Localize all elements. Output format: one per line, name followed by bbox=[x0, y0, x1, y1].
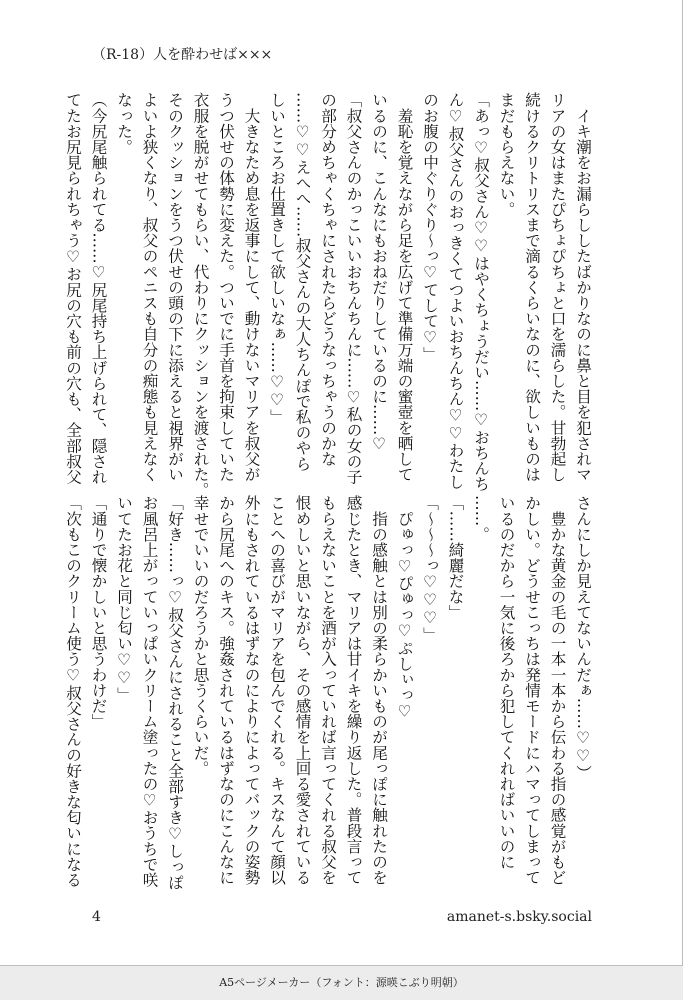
text-line: 恨めしいと思いながら、その感情を上回る愛されている bbox=[293, 495, 312, 885]
text-line: 「好き……っ♡叔父さんにされること全部すき♡しっぽ bbox=[166, 495, 184, 890]
text-line: ぴゅっ♡ぴゅっ♡ぷしぃっ♡ bbox=[395, 495, 414, 721]
text-line: 衣服を脱がせてもらい、代わりにクッションを渡された。 bbox=[191, 92, 210, 498]
text-line: なった。 bbox=[115, 92, 133, 155]
text-line: てたお尻見られちゃう♡お尻の穴も前の穴も、全部叔父 bbox=[64, 92, 82, 485]
text-line: 「叔父さんのかっこいいおちんちんに……♡私の女の子 bbox=[344, 92, 363, 485]
text-line: まだもらえない。 bbox=[497, 92, 516, 217]
text-line: から尻尾へのキス。強姦されているはずなのにこんなに bbox=[217, 495, 235, 885]
text-line: 「通りで懐かしいと思うわけだ」 bbox=[89, 495, 108, 729]
page-number: 4 bbox=[92, 909, 101, 925]
text-line: ことへの喜びがマリアを包んでくれる。キスなんて顔以 bbox=[268, 495, 286, 885]
text-line: 大きなため息を返事にして、動けないマリアを叔父が bbox=[242, 92, 261, 482]
text-line: ん♡叔父さんのおっきくてつよいおちんちん♡♡わたし bbox=[446, 92, 465, 490]
running-title: （R-18）人を酔わせば××× bbox=[92, 47, 273, 63]
text-line: いるのに、こんなにもおねだりしているのに……♡ bbox=[370, 92, 388, 454]
text-line: 続けるクリトリスまで滴るくらいなのに、欲しいものは bbox=[523, 92, 541, 482]
author-handle: amanet-s.bsky.social bbox=[446, 909, 592, 925]
text-line: そのクッションをうつ伏せの頭の下に添えると視界がい bbox=[166, 92, 184, 482]
text-line: もらえないことを酒が入っていれば言ってくれる叔父を bbox=[319, 495, 337, 885]
text-line: （今尻尾触られてる……♡尻尾持ち上げられて、隠され bbox=[89, 92, 108, 485]
text-line: 外にもされているはずなのによりによってバックの姿勢 bbox=[242, 495, 261, 885]
text-line: 幸せでいいのだろうかと思うくらいだ。 bbox=[191, 495, 210, 776]
text-line: しいところお仕置きして欲しいなぁ……♡♡」 bbox=[268, 92, 286, 425]
text-line: さんにしか見えてないんだぁ……♡♡） bbox=[574, 495, 592, 781]
text-line: ……♡♡えへへ……叔父さんの大人ちんぽで私のやら bbox=[293, 92, 312, 472]
body-text-top bbox=[64, 92, 595, 498]
text-line: いるのだから一気に後ろから犯してくれればいいのに bbox=[497, 495, 516, 870]
text-line: 「あっ♡叔父さん♡♡はやくちょうだい……♡おちんち bbox=[472, 92, 490, 492]
text-line: のお腹の中ぐりぐり〜っ♡てして♡」 bbox=[421, 92, 439, 362]
text-line: いてたお花と同じ匂い♡♡」 bbox=[115, 495, 133, 703]
text-line: イキ潮をお漏らししたばかりなのに鼻と目を犯されマ bbox=[574, 92, 592, 482]
text-line: 「……綺麗だな」 bbox=[446, 495, 465, 620]
text-line: 指の感触とは別の柔らかいものが尾っぽに触れたのを bbox=[370, 495, 388, 885]
text-line: 羞恥を覚えながら足を広げて準備万端の蜜壺を晒して bbox=[395, 92, 414, 482]
generator-credit: A5ページメーカー（フォント：源暎こぶり明朝） bbox=[219, 976, 464, 989]
text-line: 豊かな黄金の毛の一本一本から伝わる指の感覚がもど bbox=[548, 495, 567, 885]
text-line: うつ伏せの体勢に変えた。ついでに手首を拘束していた bbox=[217, 92, 235, 482]
text-line: 「〜〜〜っ♡♡♡」 bbox=[421, 495, 439, 643]
text-line: 感じたとき、マリアは甘イキを繰り返した。普段言って bbox=[344, 495, 363, 885]
text-line: の部分めちゃくちゃにされたらどうなっちゃうのかな bbox=[319, 92, 337, 467]
text-line: よいよ狭くなり、叔父のペニスも自分の痴態も見えなく bbox=[140, 92, 159, 482]
text-line: 「次もこのクリーム使う♡叔父さんの好きな匂いになる bbox=[64, 495, 82, 888]
text-line: お風呂上がっていっぱいクリーム塗ったの♡おうちで咲 bbox=[140, 495, 159, 888]
body-text-bottom bbox=[64, 495, 595, 890]
text-line: かしい。どうせこっちは発情モードにハマってしまって bbox=[523, 495, 541, 885]
text-line: ……。 bbox=[472, 495, 490, 542]
text-line: リアの女はまたぴちょぴちょと口を濡らした。甘勃起し bbox=[548, 92, 567, 482]
